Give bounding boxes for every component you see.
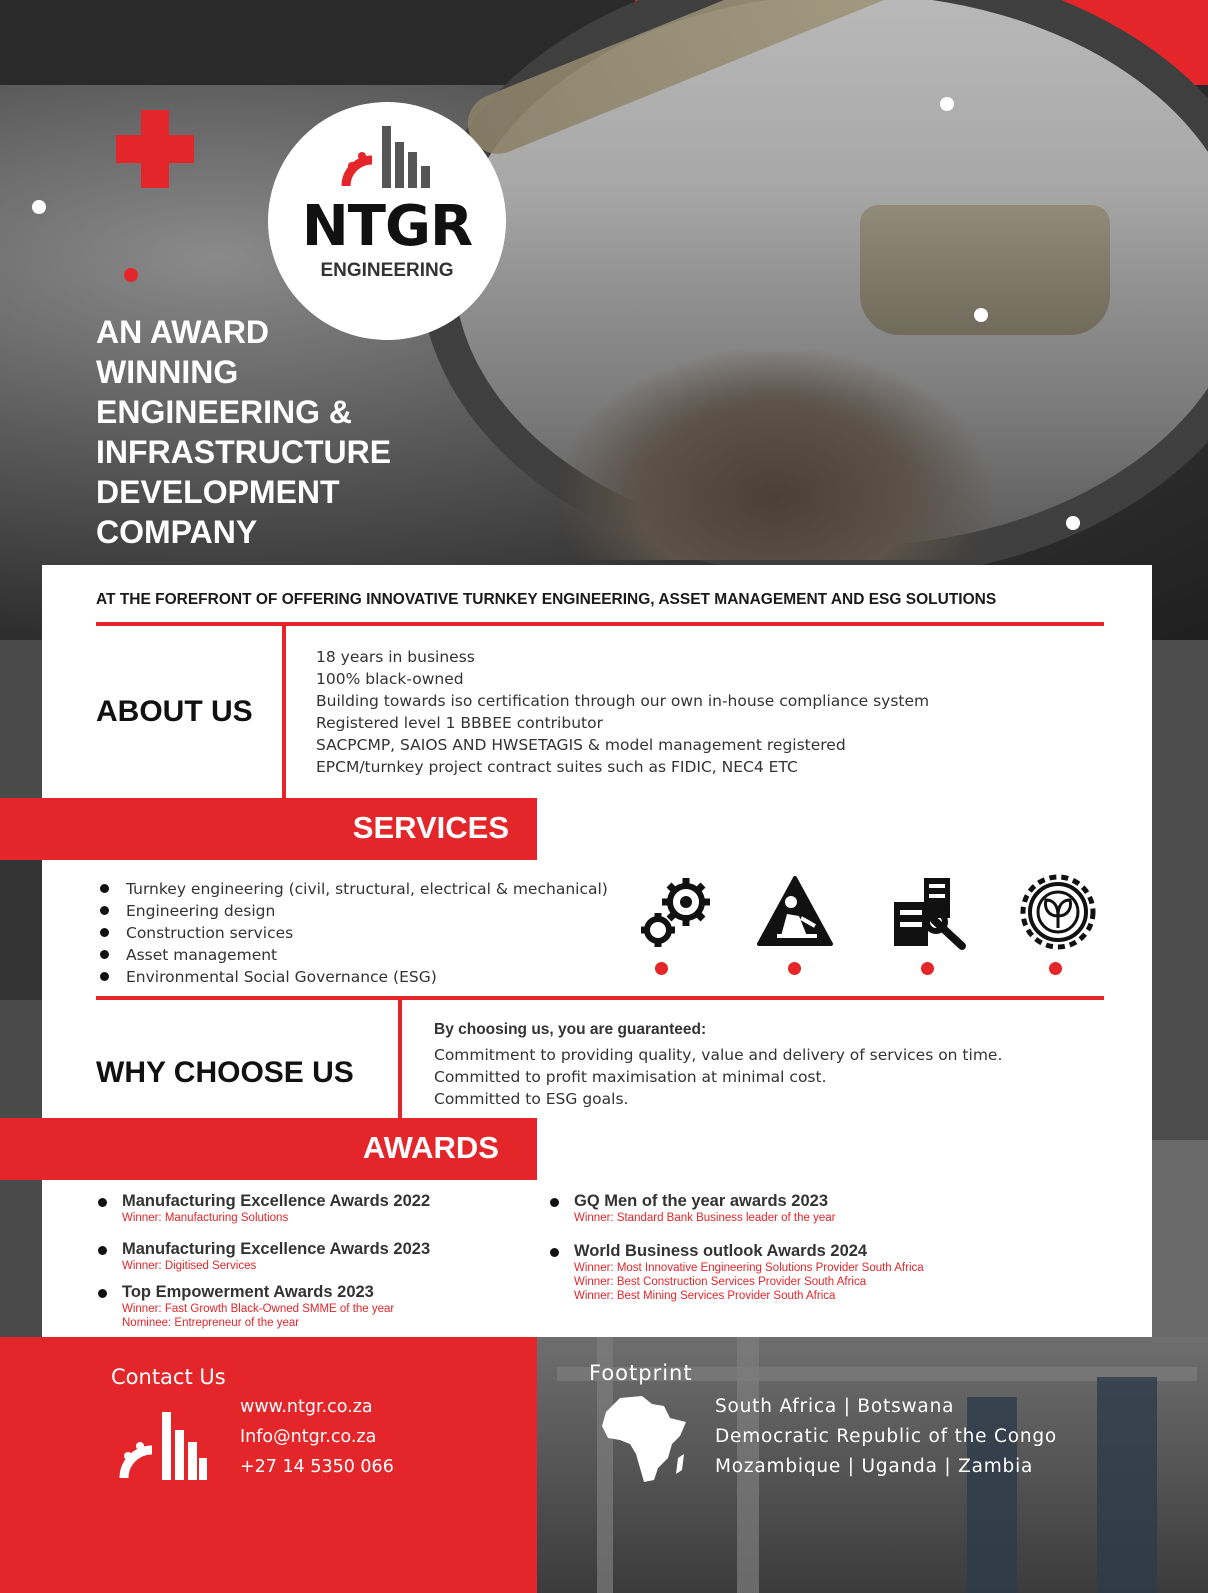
email-link[interactable]: Info@ntgr.co.za <box>240 1427 377 1447</box>
why-list <box>434 1044 1002 1110</box>
about-line: EPCM/turnkey project contract suites such as FIDIC, NEC4 ETC <box>316 758 798 776</box>
footprint-line: Mozambique | Uganda | Zambia <box>715 1456 1034 1477</box>
award-item <box>96 1240 430 1273</box>
about-line: Building towards iso certification through our own in-house compliance system <box>316 692 930 710</box>
service-indicator-dot <box>788 962 801 975</box>
eco-leaf-gear-icon <box>1018 872 1098 952</box>
footprint-title: Footprint <box>589 1361 693 1385</box>
soil-mound-shape <box>560 350 990 560</box>
gears-icon <box>638 872 718 952</box>
why-heading: By choosing us, you are guaranteed: <box>434 1021 707 1038</box>
website-link[interactable]: www.ntgr.co.za <box>240 1397 373 1417</box>
divider-vertical <box>282 626 286 798</box>
about-line: Registered level 1 BBBEE contributor <box>316 714 603 732</box>
service-item: Environmental Social Governance (ESG) <box>100 966 608 988</box>
award-item <box>96 1283 394 1330</box>
hero-banner <box>0 0 1208 645</box>
decor-dot <box>124 268 138 282</box>
about-list <box>316 646 929 778</box>
headline-line: DEVELOPMENT <box>96 474 340 510</box>
award-name: Manufacturing Excellence Awards 2023 <box>96 1240 430 1259</box>
construction-worker-icon <box>755 872 835 952</box>
award-note: Winner: Manufacturing Solutions <box>122 1212 289 1224</box>
why-line: Committed to profit maximisation at minimal cost. <box>434 1068 827 1086</box>
headline-line: INFRASTRUCTURE <box>96 434 392 470</box>
services-list <box>100 878 608 988</box>
why-title: WHY CHOOSE US <box>96 1056 354 1089</box>
service-item: Asset management <box>100 944 608 966</box>
about-line: SACPCMP, SAIOS AND HWSETAGIS & model management registered <box>316 736 846 754</box>
awards-title: AWARDS <box>362 1130 499 1165</box>
logo-wordmark: NTGR <box>301 194 473 259</box>
service-indicator-dot <box>921 962 934 975</box>
service-indicator-dot <box>1049 962 1062 975</box>
right-side-band-light <box>1152 1140 1208 1340</box>
decor-dot <box>940 97 954 111</box>
divider <box>96 996 1104 1000</box>
footprint-list <box>715 1392 1057 1482</box>
award-note: Winner: Fast Growth Black-Owned SMME of the year <box>122 1303 395 1315</box>
company-logo <box>268 102 506 340</box>
headline-line: WINNING <box>96 354 239 390</box>
divider <box>96 622 1104 626</box>
decor-dot <box>974 308 988 322</box>
logo-gear-bars-icon <box>338 122 438 192</box>
services-title-tab <box>0 798 537 860</box>
award-item <box>548 1192 835 1225</box>
headline-line: ENGINEERING & <box>96 394 353 430</box>
why-line: Commitment to providing quality, value and delivery of services on time. <box>434 1046 1003 1064</box>
award-name: World Business outlook Awards 2024 <box>548 1242 924 1261</box>
divider-vertical <box>398 1000 402 1118</box>
award-name: Top Empowerment Awards 2023 <box>96 1283 394 1302</box>
hero-headline <box>96 312 456 552</box>
logo-gear-bars-icon <box>118 1408 208 1483</box>
decor-dot <box>32 200 46 214</box>
contact-list <box>240 1392 394 1482</box>
about-line: 18 years in business <box>316 648 475 666</box>
service-indicator-dot <box>655 962 668 975</box>
phone-link[interactable]: +27 14 5350 066 <box>240 1457 394 1477</box>
award-name: GQ Men of the year awards 2023 <box>548 1192 835 1211</box>
logo-subtitle: ENGINEERING <box>320 260 454 281</box>
left-side-band-dark <box>0 860 42 1000</box>
award-note: Winner: Best Mining Services Provider South Africa <box>574 1290 836 1302</box>
decor-dot <box>1066 516 1080 530</box>
server-tools-icon <box>890 872 970 952</box>
about-line: 100% black-owned <box>316 670 464 688</box>
award-name: Manufacturing Excellence Awards 2022 <box>96 1192 430 1211</box>
headline-line: AN AWARD <box>96 314 270 350</box>
award-item <box>548 1242 924 1303</box>
tagline: AT THE FOREFRONT OF OFFERING INNOVATIVE TURNKEY ENGINEERING, ASSET MANAGEMENT AND ESG SOLUTIONS <box>96 591 997 608</box>
services-title: SERVICES <box>352 810 509 845</box>
service-item: Construction services <box>100 922 608 944</box>
service-item: Engineering design <box>100 900 608 922</box>
awards-title-tab <box>0 1118 537 1180</box>
award-note: Winner: Standard Bank Business leader of the year <box>574 1212 836 1224</box>
headline-line: COMPANY <box>96 514 258 550</box>
contact-title: Contact Us <box>111 1365 226 1389</box>
red-cross-decoration <box>116 110 194 188</box>
award-item <box>96 1192 430 1225</box>
why-line: Committed to ESG goals. <box>434 1090 629 1108</box>
africa-map-icon <box>598 1394 690 1484</box>
footprint-line: Democratic Republic of the Congo <box>715 1426 1058 1447</box>
about-title: ABOUT US <box>96 695 253 728</box>
award-note: Winner: Digitised Services <box>122 1260 257 1272</box>
award-note: Nominee: Entrepreneur of the year <box>122 1317 300 1329</box>
award-note: Winner: Most Innovative Engineering Solutions Provider South Africa <box>574 1262 924 1274</box>
service-item: Turnkey engineering (civil, structural, electrical & mechanical) <box>100 878 608 900</box>
award-note: Winner: Best Construction Services Provider South Africa <box>574 1276 867 1288</box>
footprint-line: South Africa | Botswana <box>715 1396 955 1417</box>
